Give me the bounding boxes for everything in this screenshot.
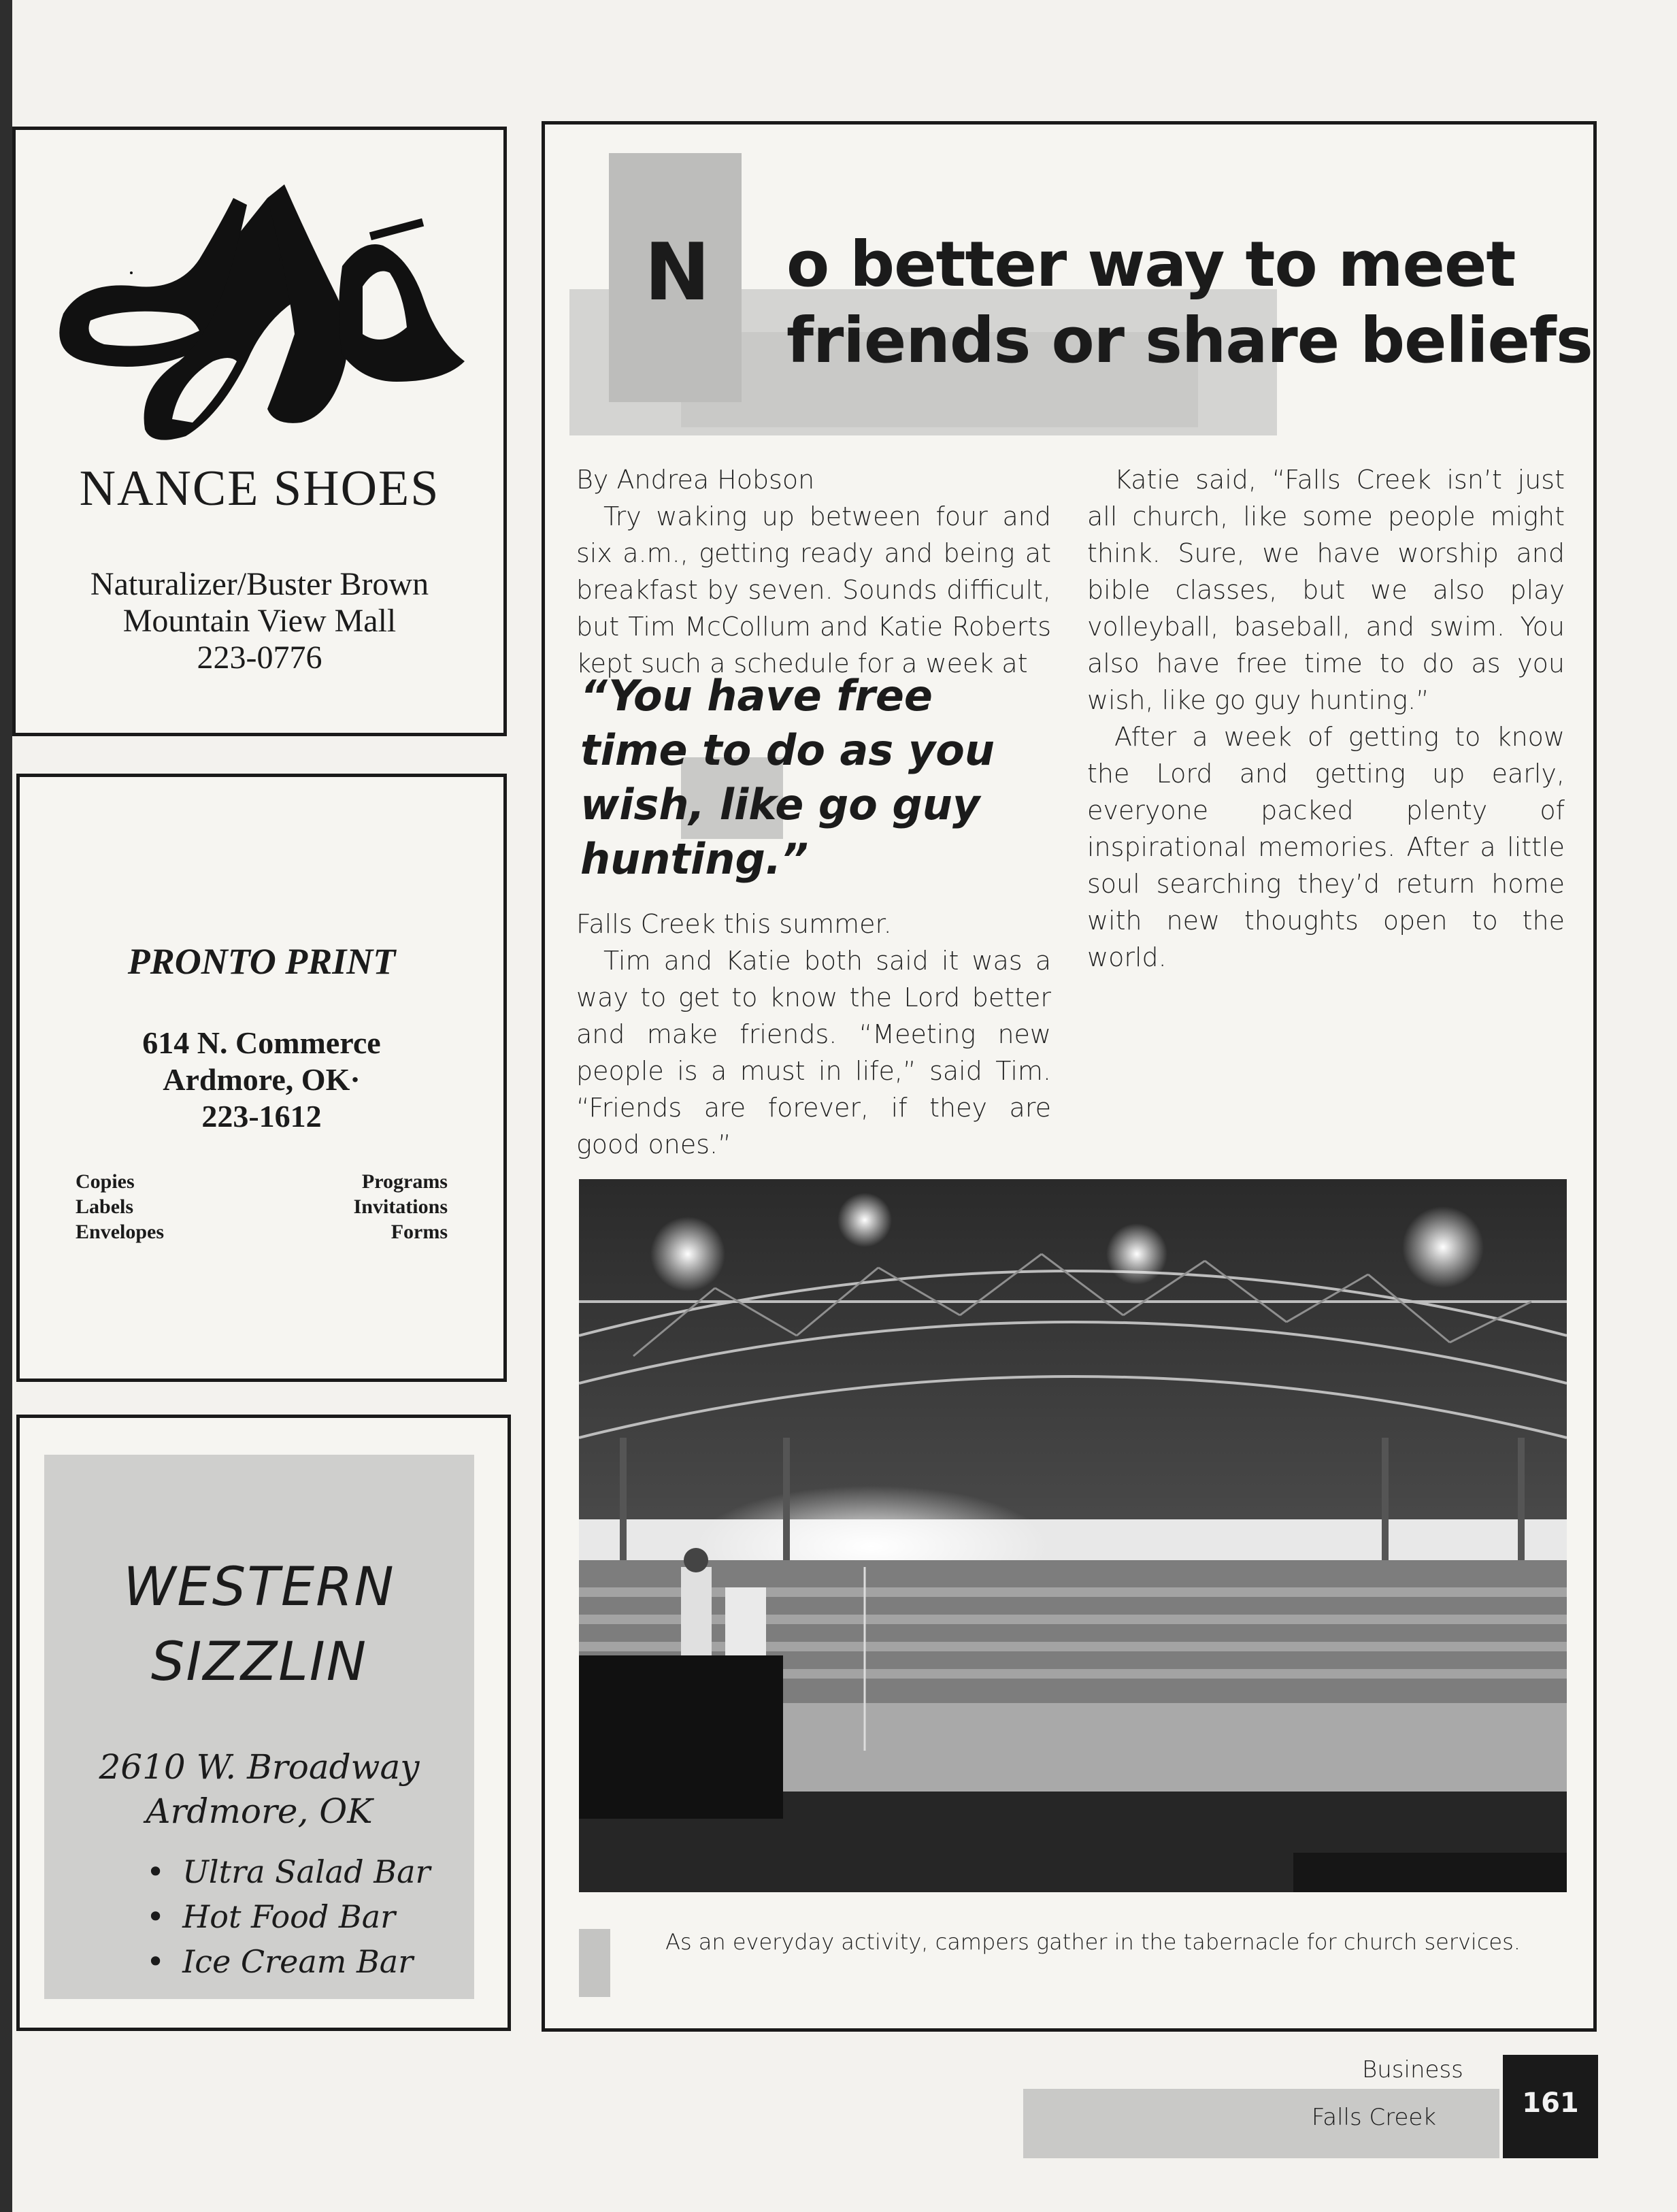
ad-pronto-phone: 223-1612 <box>201 1099 322 1134</box>
photo-caption: As an everyday activity, campers gather in the tabernacle for church services. <box>665 1929 1521 1955</box>
article-paragraph: Tim and Katie both said it was a way to get to know the Lord better and make friends. “Meeting new people is a must in life,” said Tim. “Friends are forever, if they are good ones.” <box>576 946 1051 1159</box>
list-item: Programs <box>361 1170 448 1193</box>
ad-pronto-print <box>16 774 507 1382</box>
pull-quote-line: time to do as you <box>580 725 995 775</box>
ad-nance-name: NANCE SHOES <box>79 461 440 516</box>
byline: By Andrea Hobson <box>576 465 815 495</box>
ad-western-title-line2: SIZZLIN <box>150 1632 368 1693</box>
list-item: Forms <box>391 1221 448 1243</box>
pull-quote-line: hunting.” <box>580 834 809 884</box>
ad-western-menu-list <box>146 1849 431 1984</box>
ad-nance-phone: 223-0776 <box>197 640 322 676</box>
page-number: 161 <box>1522 2087 1579 2119</box>
headline-line1: o better way to meet <box>786 228 1516 301</box>
footer-section-label: Business <box>1362 2056 1463 2083</box>
article-paragraph: After a week of getting to know the Lord and getting up early, everyone packed plenty of inspirational memories. After a little soul searching they’d return home with new thoughts open to the world. <box>1087 722 1565 972</box>
ad-nance-location: Mountain View Mall <box>122 603 397 639</box>
headline-line2: friends or share beliefs <box>786 304 1593 377</box>
ad-western-city: Ardmore, OK <box>146 1792 373 1831</box>
article-paragraph: Katie said, “Falls Creek isn’t just all church, like some people might think. Sure, we have worship and bible classes, but we also play volleyball, baseball, and swim. You also have free time to do as you wish, like go guy hunting.” <box>1087 465 1565 715</box>
footer-subsection-label: Falls Creek <box>1311 2104 1436 2131</box>
page-title <box>786 227 1593 379</box>
list-item: • Ice Cream Bar <box>146 1939 431 1984</box>
pull-quote-line: wish, like go guy <box>580 780 980 829</box>
ad-western-panel <box>44 1455 474 1999</box>
ad-pronto-services-left <box>76 1169 164 1244</box>
ad-pronto-name: PRONTO PRINT <box>127 941 396 982</box>
page-number-box <box>1503 2055 1598 2158</box>
pull-quote-line: “You have free <box>580 671 933 721</box>
ad-western-address: 2610 W. Broadway <box>99 1747 420 1787</box>
list-item: • Hot Food Bar <box>146 1894 431 1939</box>
article-paragraph: Try waking up between four and six a.m., getting ready and being at breakfast by seven. Sounds difficult, but Tim McCollum and Katie Roberts kept such a schedule for a week at <box>576 501 1051 678</box>
tabernacle-photo <box>579 1179 1567 1892</box>
list-item: • Ultra Salad Bar <box>146 1849 431 1894</box>
ad-western-title-line1: WESTERN <box>123 1557 395 1618</box>
ad-pronto-address: 614 N. Commerce <box>142 1025 381 1060</box>
ad-pronto-city: Ardmore, OK· <box>163 1062 361 1097</box>
page-binding-edge <box>0 0 12 2212</box>
list-item: Invitations <box>353 1195 448 1218</box>
headline-dropcap: N <box>644 227 711 318</box>
tabernacle-photo-drawing <box>579 1179 1567 1892</box>
ad-nance-shoes <box>12 127 507 736</box>
article-paragraph: Falls Creek this summer. <box>576 909 892 939</box>
list-item: Copies <box>76 1170 135 1193</box>
list-item: Labels <box>76 1195 134 1218</box>
article-column-2 <box>1087 461 1565 976</box>
high-heel-shoes-icon <box>43 157 485 457</box>
ad-nance-brands: Naturalizer/Buster Brown <box>90 566 429 602</box>
ad-pronto-services-right <box>354 1169 448 1244</box>
footer-grey-bar <box>1023 2089 1499 2158</box>
article-falls-creek <box>542 121 1597 2032</box>
pull-quote <box>580 669 1043 887</box>
ad-western-sizzlin <box>16 1415 511 2031</box>
article-column-1-continued <box>576 906 1051 1163</box>
list-item: Envelopes <box>76 1221 165 1243</box>
article-column-1 <box>576 461 1051 682</box>
